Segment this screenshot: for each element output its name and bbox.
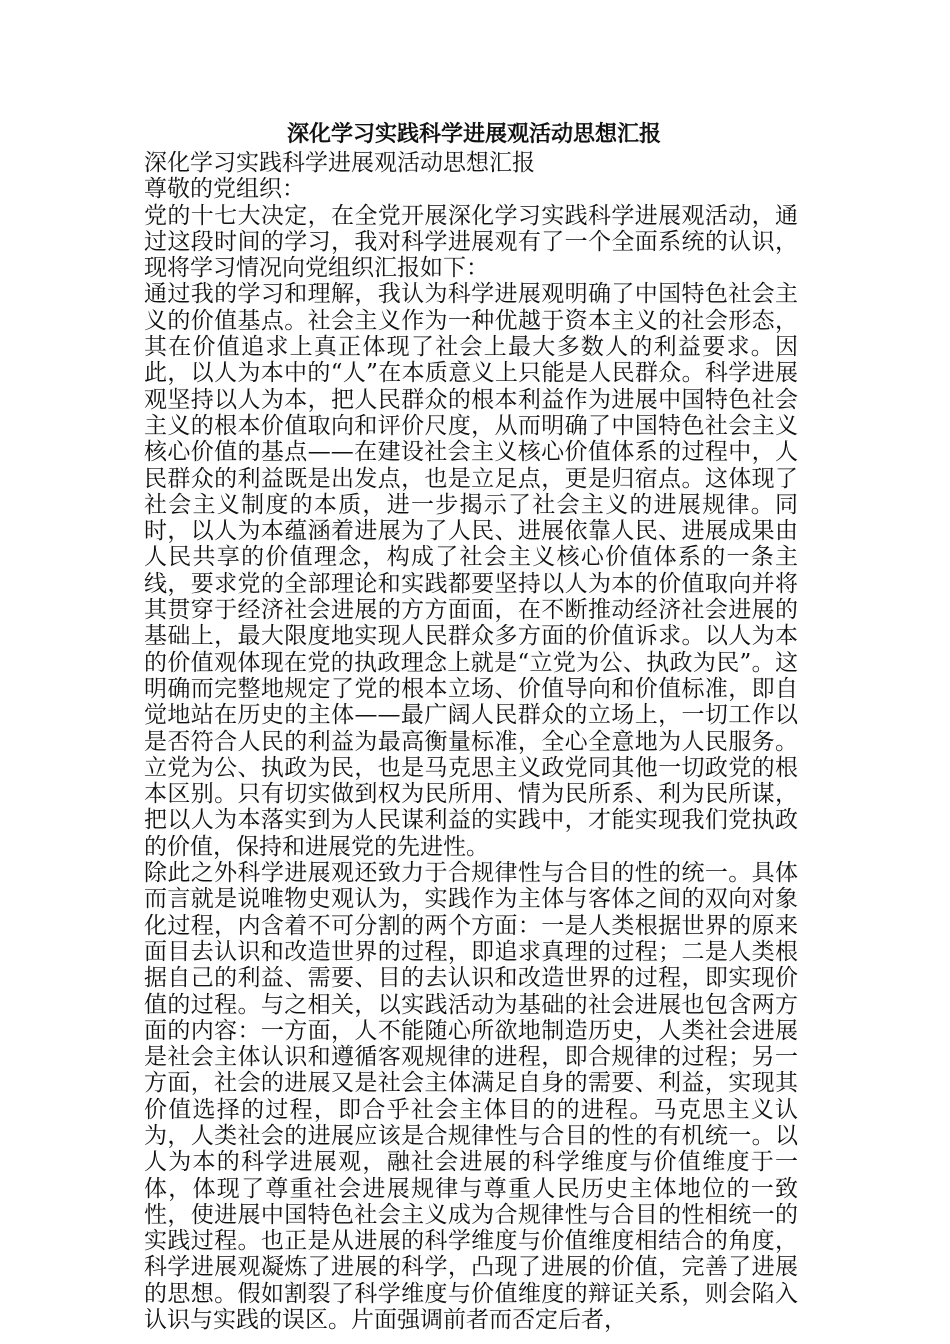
document-body (144, 118, 798, 1333)
paragraph-intro: 党的十七大决定，在全党开展深化学习实践科学进展观活动，通过这段时间的学习，我对科学进展观有了一个全面系统的认识，现将学习情况向党组织汇报如下： (144, 202, 798, 282)
salutation: 尊敬的党组织： (144, 176, 305, 203)
paragraph-law-and-purpose: 除此之外科学进展观还致力于合规律性与合目的性的统一。具体而言就是说唯物史观认为，实践作为主体与客体之间的双向对象化过程，内含着不可分割的两个方面：一是人类根据世界的原来面目去认识和改造世界的过程，即追求真理的过程；二是人类根据自己的利益、需要、目的去认识和改造世界的过程，即实现价值的过程。与之相关，以实践活动为基础的社会进展也包含两方面的内容：一方面，人不能随心所欲地制造历史，人类社会进展是社会主体认识和遵循客观规律的进程，即合规律的过程；另一方面，社会的进展又是社会主体满足自身的需要、利益，实现其价值选择的过程，即合乎社会主体目的的进程。马克思主义认为，人类社会的进展应该是合规律性与合目的性的有机统一。以人为本的科学进展观，融社会进展的科学维度与价值维度于一体，体现了尊重社会进展规律与尊重人民历史主体地位的一致性，使进展中国特色社会主义成为合规律性与合目的性相统一的实践过程。也正是从进展的科学维度与价值维度相结合的角度，科学进展观凝炼了进展的科学，凸现了进展的价值，完善了进展的思想。假如割裂了科学维度与价值维度的辩证关系，则会陷入认识与实践的误区。片面强调前者而否定后者， (144, 860, 798, 1334)
paragraph-people-centered: 通过我的学习和理解，我认为科学进展观明确了中国特色社会主义的价值基点。社会主义作为一种优越于资本主义的社会形态，其在价值追求上真正体现了社会上最大多数人的利益要求。因此，以人为本中的“人”在本质意义上只能是人民群众。科学进展观坚持以人为本，把人民群众的根本利益作为进展中国特色社会主义的根本价值取向和评价尺度，从而明确了中国特色社会主义核心价值的基点——在建设社会主义核心价值体系的过程中，人民群众的利益既是出发点，也是立足点，更是归宿点。这体现了社会主义制度的本质，进一步揭示了社会主义的进展规律。同时，以人为本蕴涵着进展为了人民、进展依靠人民、进展成果由人民共享的价值理念，构成了社会主义核心价值体系的一条主线，要求党的全部理论和实践都要坚持以人为本的价值取向并将其贯穿于经济社会进展的方方面面，在不断推动经济社会进展的基础上，最大限度地实现人民群众多方面的价值诉求。以人为本的价值观体现在党的执政理念上就是“立党为公、执政为民”。这明确而完整地规定了党的根本立场、价值导向和价值标准，即自觉地站在历史的主体——最广阔人民群众的立场上，一切工作以是否符合人民的利益为最高衡量标准，全心全意地为人民服务。立党为公、执政为民，也是马克思主义政党同其他一切政党的根本区别。只有切实做到权为民所用、情为民所系、利为民所谋，把以人为本落实到为人民谋利益的实践中，才能实现我们党执政的价值，保持和进展党的先进性。 (144, 281, 798, 860)
document-subtitle: 深化学习实践科学进展观活动思想汇报 (144, 150, 535, 176)
document-title: 深化学习实践科学进展观活动思想汇报 (286, 121, 661, 147)
